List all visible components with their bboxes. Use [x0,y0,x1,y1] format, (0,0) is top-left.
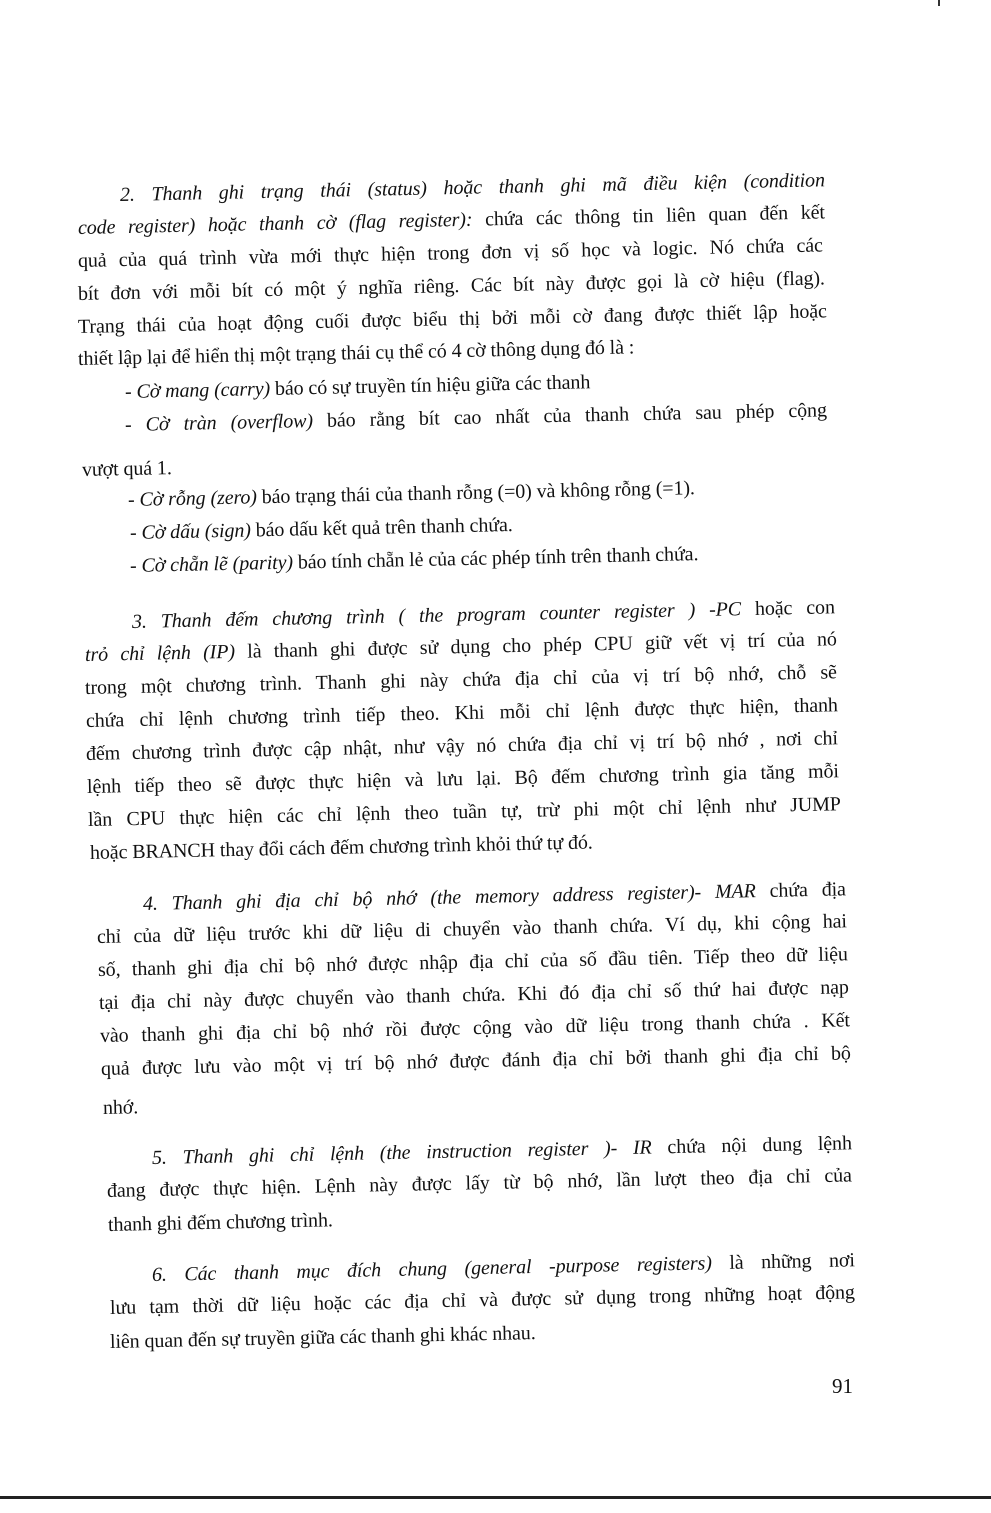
text-line [78,200,825,240]
italic-term: 5. Thanh ghi chỉ lệnh (the instruction register )- IR [151,1136,652,1169]
text-run: chỉ của dữ liệu trước khi dữ liệu di chuyển vào thanh chứa. Ví dụ, khi cộng hai [96,910,848,948]
page-number: 91 [832,1374,853,1398]
scan-mark [938,0,940,6]
italic-term: 3. Thanh đếm chương trình ( the program counter register ) -PC [131,598,742,633]
text-run: trong một chương trình. Thanh ghi này chứa địa chỉ của vị trí bộ nhớ, chỗ sẽ [84,661,838,699]
text-run: - [129,554,142,577]
text-line [78,266,825,306]
text-run: lần CPU thực hiện các chỉ lệnh theo tuần tự, trừ phi một chỉ lệnh như JUMP [87,793,842,831]
text-line [152,1131,852,1170]
text-line [99,975,849,1015]
text-line [97,909,847,949]
italic-term: 4. Thanh ghi địa chỉ bộ nhớ (the memory address register)- MAR [142,880,756,915]
text-run: - [124,380,137,403]
italic-term: Cờ chẵn lẽ (parity) [141,551,294,577]
text-run: thanh ghi đếm chương trình. [107,1209,333,1236]
text-line [90,828,710,865]
text-line [103,1095,163,1120]
italic-term: Cờ tràn (overflow) [145,410,314,436]
text-line [108,1207,388,1237]
text-run: hoặc con [740,596,836,621]
text-line [130,512,580,545]
text-run: đang được thực hiện. Lệnh này được lấy từ bộ nhớ, lần lượt theo địa chỉ của [106,1164,853,1202]
text-run: - [129,521,142,544]
italic-term: code register) hoặc thanh cờ (flag register): [77,208,473,239]
text-line [143,877,846,916]
text-line [130,540,800,578]
text-run: quả của quá trình vừa mới thực hiện trong đơn vị số học và logic. Nó chứa các [77,234,824,272]
text-run: Trạng thái của hoạt động cuối được biểu thị bởi mỗi cờ đang được thiết lập hoặc [77,300,828,338]
text-line [120,168,825,207]
text-line [86,693,838,733]
text-line [101,1041,851,1081]
text-line [107,1163,852,1203]
text-run: nhớ. [102,1096,139,1119]
text-line [125,398,827,437]
text-run: báo tính chẵn lẻ của các phép tính trên thanh chứa. [292,543,699,574]
text-run: là những nơi [711,1249,856,1275]
italic-term: Cờ dấu (sign) [141,519,252,544]
text-line [87,759,839,799]
italic-term: 2. Thanh ghi trạng thái (status) hoặc thanh ghi mã điều kiện (condition [119,169,826,206]
text-run: là thanh ghi được sử dụng cho phép CPU giữ vết vị trí của nó [234,628,838,663]
text-line [85,627,837,667]
text-line [125,369,665,404]
text-line [82,455,202,482]
text-run: chứa các thông tin liên quan đến kết [472,201,826,231]
text-run: thiết lập lại để hiển thị một trạng thái cụ thể có 4 cờ thông dụng đó là : [77,336,635,370]
text-run: số, thanh ghi địa chỉ bộ nhớ được nhập địa chỉ của số đầu tiên. Tiếp theo dữ liệu [97,943,849,981]
text-run: chứa địa [755,878,847,903]
text-line [86,726,838,766]
text-line [88,792,841,832]
text-line [98,942,848,982]
text-run: lưu tạm thời dữ liệu hoặc các địa chỉ và được sử dụng trong những hoạt động [109,1281,856,1319]
text-run: liên quan đến sự truyền giữa các thanh ghi khác nhau. [109,1322,536,1353]
text-run: báo có sự truyền tín hiệu giữa các thanh [269,371,591,400]
italic-term: 6. Các thanh mục đích chung (general -purpose registers) [151,1252,712,1286]
text-run: - [124,413,146,436]
text-line [132,595,835,634]
text-run: lệnh tiếp theo sẽ được thực hiện và lưu lại. Bộ đếm chương trình gia tăng mỗi [86,760,840,798]
italic-term: Cờ mang (carry) [136,377,271,403]
text-line [152,1248,855,1287]
text-run: đếm chương trình được cập nhật, như vậy nó chứa địa chỉ vị trí bộ nhớ , nơi chỉ [85,727,839,765]
text-run: tại địa chỉ này được chuyển vào thanh chứa. Khi đó địa chỉ số thứ hai được nạp [98,976,850,1014]
text-line [110,1319,620,1354]
text-run: báo dấu kết quả trên thanh chứa. [250,513,513,542]
text-line [100,1008,850,1048]
text-line [128,474,798,512]
text-run: bít đơn với mỗi bít có một ý nghĩa riêng. Các bít này được gọi là cờ hiệu (flag). [77,267,826,305]
text-run: chứa nội dung lệnh [651,1132,853,1159]
text-line [110,1280,855,1320]
text-line [78,233,823,273]
italic-term: trỏ chỉ lệnh (IP) [84,640,236,666]
text-run: quả được lưu vào một vị trí bộ nhớ được đánh địa chỉ bởi thanh ghi địa chỉ bộ [100,1042,852,1080]
text-line [85,660,837,700]
text-run: báo rằng bít cao nhất của thanh chứa sau phép cộng [312,399,828,433]
scan-edge-rule [0,1496,991,1499]
text-run: vào thanh ghi địa chỉ bộ nhớ rồi được cộng vào dữ liệu trong thanh chứa . Kết [99,1009,851,1047]
italic-term: Cờ rỗng (zero) [139,486,258,511]
text-run: - [127,488,140,511]
text-run: chứa chỉ lệnh chương trình tiếp theo. Khi mỗi chỉ lệnh được thực hiện, thanh [85,694,839,732]
text-run: hoặc BRANCH thay đổi cách đếm chương trình khỏi thứ tự đó. [89,831,593,864]
text-run: vượt quá 1. [81,457,172,481]
text-line [78,333,728,371]
text-run: báo trạng thái của thanh rỗng (=0) và không rỗng (=1). [256,477,696,509]
